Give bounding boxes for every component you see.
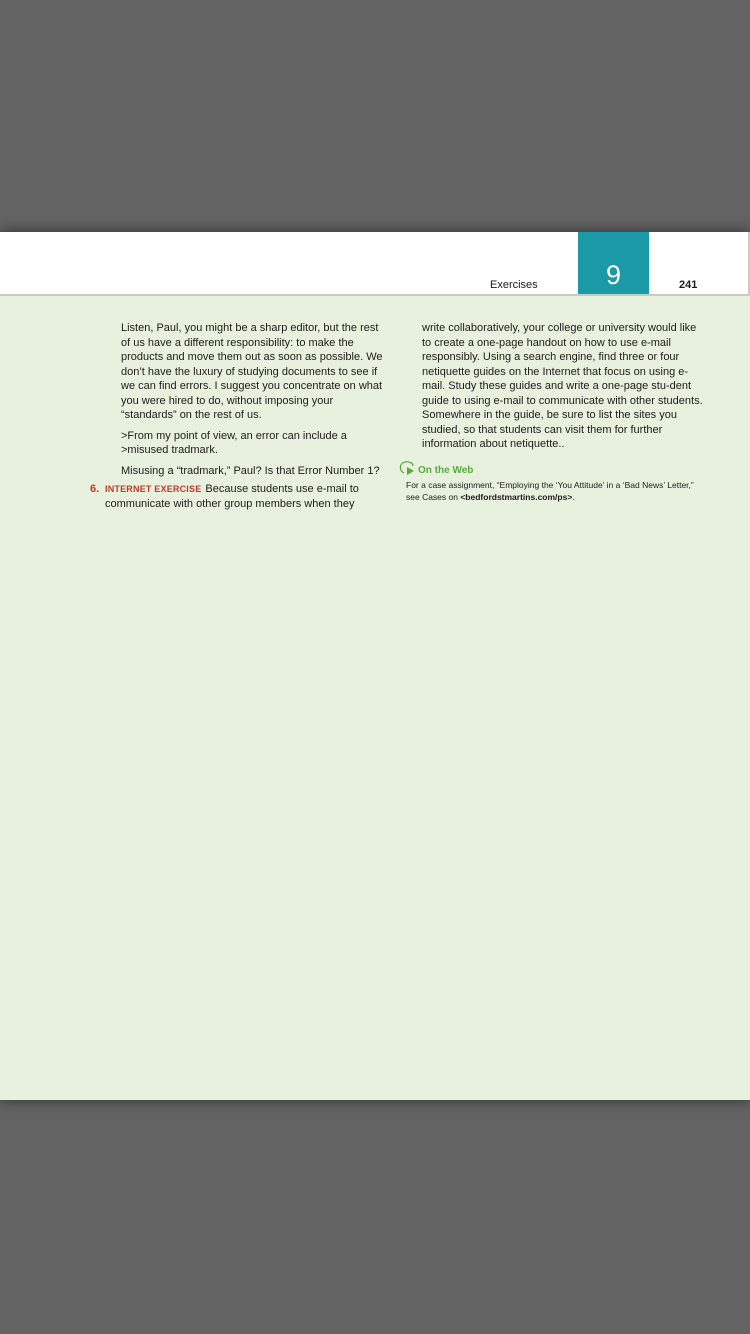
exercise-6 — [90, 482, 385, 511]
quoted-line-1: >From my point of view, an error can include a — [121, 429, 347, 442]
web-note-text-after: . — [572, 491, 575, 502]
right-column — [422, 321, 706, 452]
exercise-number: 6. — [90, 483, 100, 495]
arrow-loop-icon — [398, 459, 418, 477]
email-reply-paragraph: Listen, Paul, you might be a sharp editor, but the rest of us have a different responsibility: to make the products and move them out as soon as possible. We don’t have the luxury of studying documents to see if we can find errors. I suggest you concentrate on what you were hired to do, without imposing your “standards” on the rest of us. — [121, 322, 383, 421]
running-head: Exercises — [490, 279, 538, 291]
web-note-text-before: For a case assignment, “Employing the ‘You Attitude’ in a ‘Bad News’ Letter,” see Cases on — [406, 480, 694, 502]
exercise-text-line-1: Because students use e-mail to — [205, 483, 359, 495]
email-response-line: Misusing a “tradmark,” Paul? Is that Error Number 1? — [121, 464, 380, 477]
chapter-number: 9 — [605, 260, 622, 290]
page-number: 241 — [679, 279, 698, 291]
quoted-line-2: >misused tradmark. — [121, 444, 218, 456]
exercise-continuation: write collaboratively, your college or university would like to create a one-page handout on how to use e-mail responsibly. Using a search engine, find three or four netiquette guides on the Internet that focus on using e-mail. Study these guides and write a one-page stu-dent guide to using e-mail to communicate with other students. Somewhere in the guide, be sure to list the sites you studied, so that students can visit them for further information about netiquette.. — [422, 322, 703, 450]
web-note-text — [406, 480, 701, 503]
page-header — [0, 232, 750, 296]
exercise-text-line-2: communicate with other group members when they — [105, 497, 355, 510]
exercise-label: INTERNET EXERCISE — [105, 484, 202, 494]
web-note-title: On the Web — [418, 465, 474, 476]
web-note-link[interactable]: <bedfordstmartins.com/ps> — [460, 491, 573, 502]
chapter-tab — [578, 232, 649, 294]
book-page — [0, 232, 750, 1100]
left-column — [121, 321, 387, 478]
